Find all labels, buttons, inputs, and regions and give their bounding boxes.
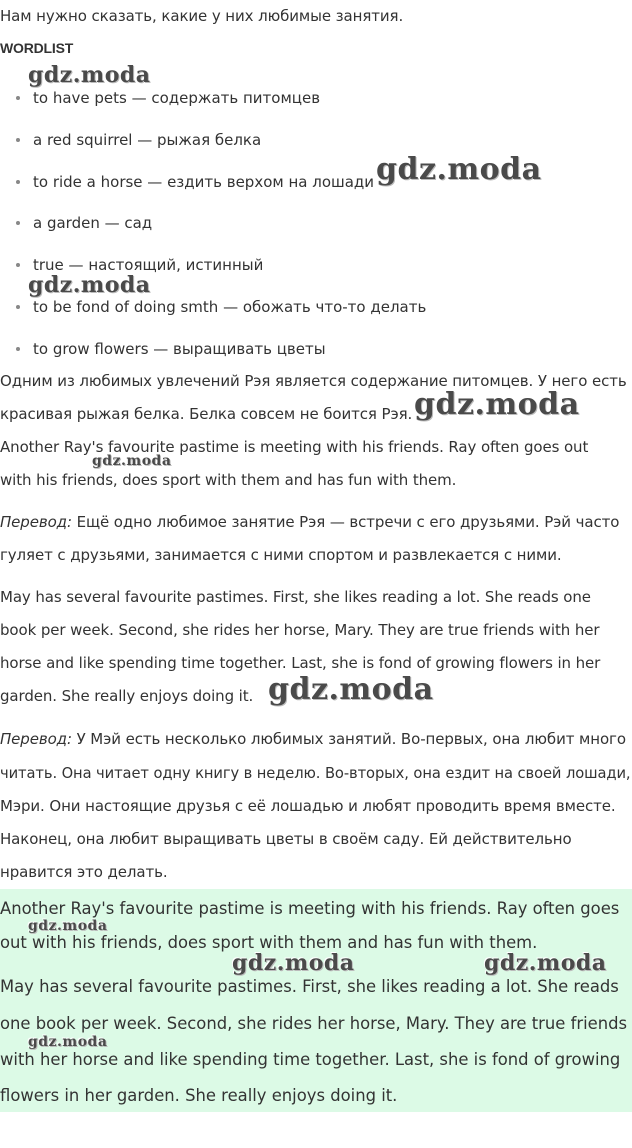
watermark-logo: gdz.moda bbox=[376, 152, 542, 187]
watermark-logo: gdz.moda bbox=[92, 453, 172, 469]
paragraph-line: Наконец, она любит выращивать цветы в своём саду. Ей действительно bbox=[0, 830, 572, 848]
answer-line: one book per week. Second, she rides her horse, Mary. They are true friends bbox=[0, 1014, 628, 1033]
paragraph-line: with his friends, does sport with them and has fun with them. bbox=[0, 471, 457, 489]
paragraph-line: book per week. Second, she rides her horse, Mary. They are true friends with her bbox=[0, 621, 600, 639]
paragraph-line: нравится это делать. bbox=[0, 863, 168, 881]
translation-line: Перевод: Ещё одно любимое занятие Рэя — встречи с его друзьями. Рэй часто bbox=[0, 513, 620, 531]
bullet-icon bbox=[16, 305, 20, 309]
bullet-icon bbox=[16, 221, 20, 225]
watermark-logo: gdz.moda bbox=[484, 950, 607, 976]
paragraph-line: Another Ray's favourite pastime is meeting with his friends. Ray often goes out bbox=[0, 438, 589, 456]
paragraph-line: Одним из любимых увлечений Рэя является содержание питомцев. У него есть bbox=[0, 372, 627, 390]
answer-line: Another Ray's favourite pastime is meeting with his friends. Ray often goes bbox=[0, 899, 620, 918]
answer-line: with her horse and like spending time together. Last, she is fond of growing bbox=[0, 1050, 621, 1069]
watermark-logo: gdz.moda bbox=[232, 950, 355, 976]
list-item: a garden — сад bbox=[0, 207, 426, 249]
answer-line: flowers in her garden. She really enjoys doing it. bbox=[0, 1086, 398, 1105]
list-item: to have pets — содержать питомцев bbox=[0, 82, 426, 124]
paragraph-line: horse and like spending time together. Last, she is fond of growing flowers in her bbox=[0, 654, 601, 672]
intro-text: Нам нужно сказать, какие у них любимые занятия. bbox=[0, 7, 404, 25]
bullet-icon bbox=[16, 180, 20, 184]
bullet-icon bbox=[16, 347, 20, 351]
translation-line: Перевод: У Мэй есть несколько любимых занятий. Во-первых, она любит много bbox=[0, 730, 626, 748]
bullet-icon bbox=[16, 138, 20, 142]
list-item: to be fond of doing smth — обожать что-то делать bbox=[0, 291, 426, 333]
paragraph-line: читать. Она читает одну книгу в неделю. Во-вторых, она ездит на своей лошади, bbox=[0, 764, 631, 782]
watermark-logo: gdz.moda bbox=[268, 672, 434, 707]
bullet-icon bbox=[16, 263, 20, 267]
watermark-logo: gdz.moda bbox=[28, 272, 151, 298]
paragraph-line: garden. She really enjoys doing it. bbox=[0, 687, 254, 705]
paragraph-line: гуляет с друзьями, занимается с ними спортом и развлекается с ними. bbox=[0, 546, 562, 564]
list-item: to grow flowers — выращивать цветы bbox=[0, 333, 426, 375]
wordlist bbox=[0, 82, 426, 375]
watermark-logo: gdz.moda bbox=[28, 1034, 108, 1050]
watermark-logo: gdz.moda bbox=[414, 387, 580, 422]
paragraph-line: Мэри. Они настоящие друзья с её лошадью и любят проводить время вместе. bbox=[0, 797, 616, 815]
wordlist-heading: WORDLIST bbox=[0, 40, 74, 56]
list-item: true — настоящий, истинный bbox=[0, 249, 426, 291]
watermark-logo: gdz.moda bbox=[28, 62, 151, 88]
paragraph-line: красивая рыжая белка. Белка совсем не боится Рэя. bbox=[0, 405, 413, 423]
list-item: to ride a horse — ездить верхом на лошади bbox=[0, 166, 426, 208]
paragraph-line: May has several favourite pastimes. First, she likes reading a lot. She reads one bbox=[0, 588, 591, 606]
translation-label: Перевод: bbox=[0, 513, 72, 531]
bullet-icon bbox=[16, 96, 20, 100]
list-item: a red squirrel — рыжая белка bbox=[0, 124, 426, 166]
watermark-logo: gdz.moda bbox=[28, 918, 108, 934]
answer-line: May has several favourite pastimes. First, she likes reading a lot. She reads bbox=[0, 977, 619, 996]
answer-line: out with his friends, does sport with them and has fun with them. bbox=[0, 933, 538, 952]
translation-label: Перевод: bbox=[0, 730, 72, 748]
